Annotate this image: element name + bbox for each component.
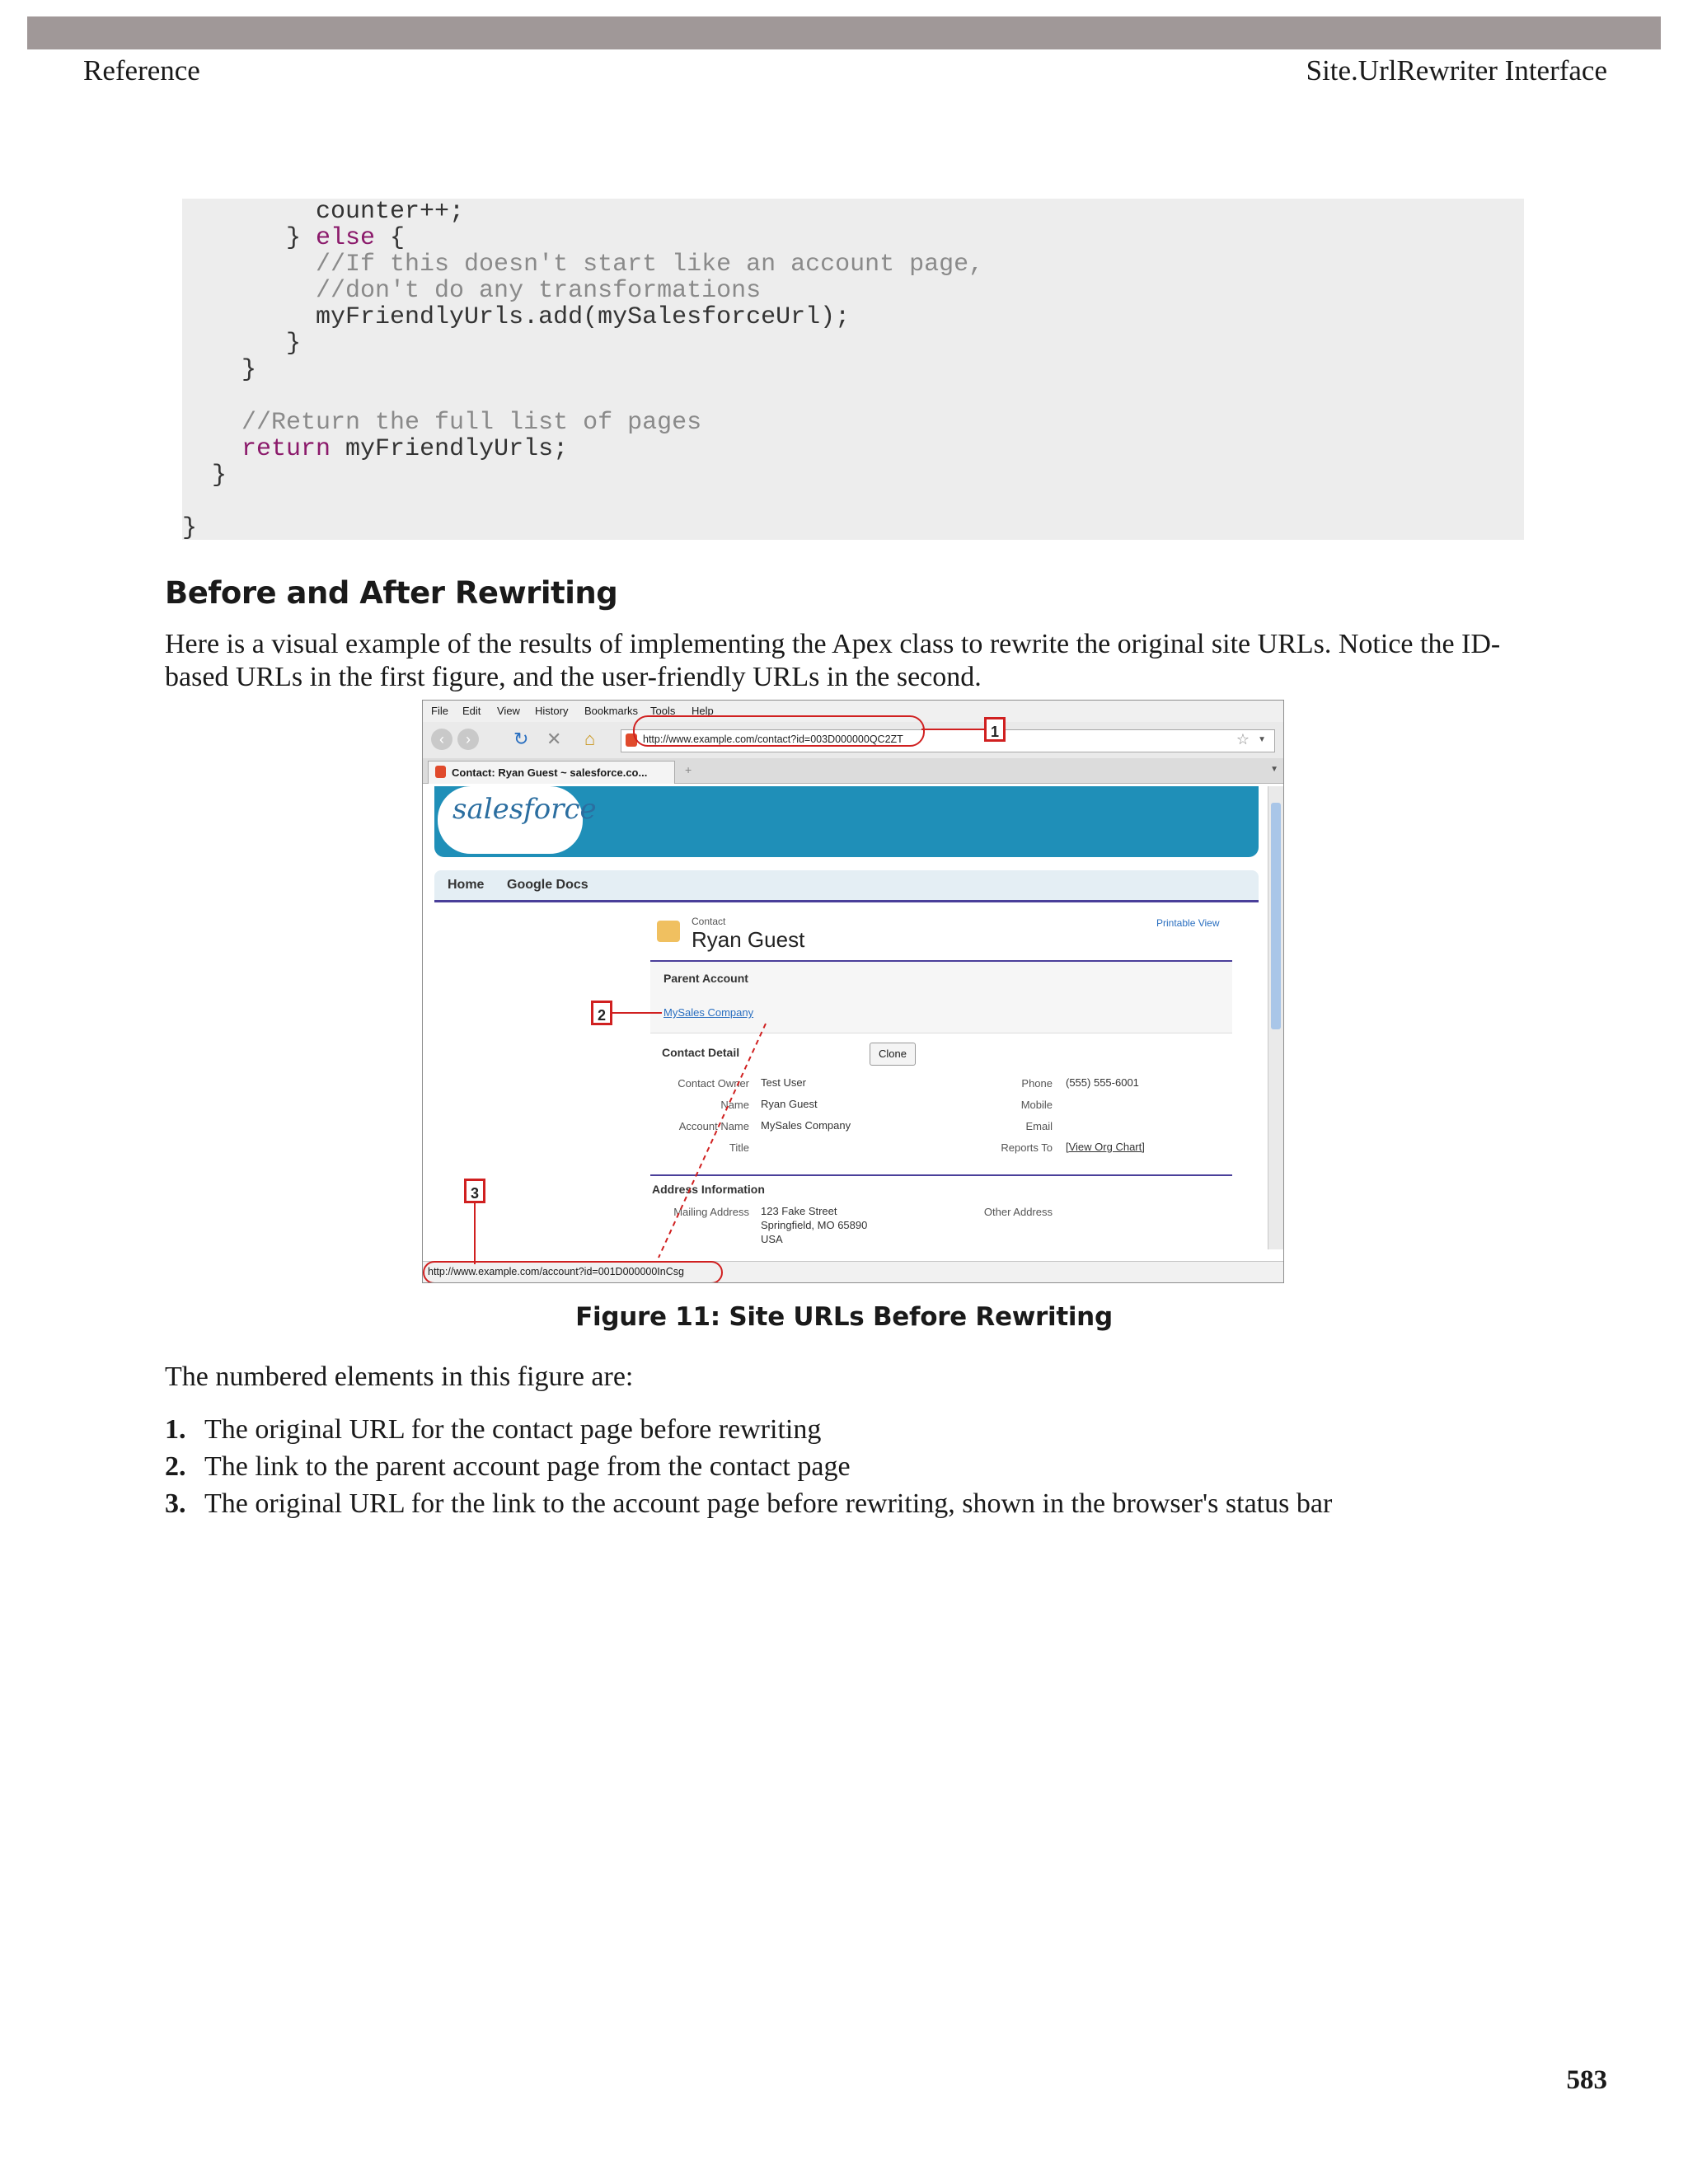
page-number: 583: [1566, 2065, 1607, 2095]
record-type-label: Contact: [692, 916, 726, 927]
header-bar: [27, 16, 1661, 49]
running-header-left: Reference: [83, 54, 200, 87]
code-comment: //don't do any transformations: [182, 277, 762, 305]
parent-account-link[interactable]: MySales Company: [663, 1006, 754, 1019]
list-text: The link to the parent account page from the contact page: [204, 1451, 851, 1482]
mailing-address-label: Mailing Address: [673, 1206, 749, 1218]
contact-detail-heading: Contact Detail: [662, 1046, 740, 1059]
mailing-line: Springfield, MO 65890: [761, 1219, 868, 1231]
field-label: Reports To: [1001, 1141, 1053, 1154]
menu-edit[interactable]: Edit: [462, 705, 481, 717]
tab-title: Contact: Ryan Guest ~ salesforce.co...: [452, 766, 648, 779]
field-label: Phone: [1021, 1077, 1053, 1090]
list-intro: The numbered elements in this figure are:: [165, 1361, 634, 1392]
code-line: }: [182, 462, 227, 490]
parent-account-heading: Parent Account: [663, 972, 748, 985]
figure-caption: Figure 11: Site URLs Before Rewriting: [575, 1302, 1113, 1332]
field-label: Email: [1025, 1120, 1053, 1132]
list-item: [165, 1488, 1332, 1520]
callout-badge-2: 2: [591, 1001, 612, 1025]
other-address-label: Other Address: [983, 1206, 1053, 1218]
code-line: } else {: [182, 224, 406, 252]
code-line: }: [182, 330, 302, 358]
menu-tools[interactable]: Tools: [650, 705, 676, 717]
field-value: MySales Company: [761, 1119, 851, 1132]
code-line: return myFriendlyUrls;: [241, 435, 569, 463]
tab-list-icon[interactable]: ▼: [1270, 765, 1278, 774]
menu-bookmarks[interactable]: Bookmarks: [584, 705, 639, 717]
code-line: counter++;: [182, 198, 465, 226]
bookmark-star-icon[interactable]: ☆: [1236, 731, 1250, 748]
mailing-line: 123 Fake Street: [761, 1205, 837, 1217]
home-icon[interactable]: ⌂: [584, 729, 596, 749]
list-number: 1.: [165, 1414, 186, 1445]
code-line: myFriendlyUrls.add(mySalesforceUrl);: [182, 303, 851, 331]
code-line: }: [182, 514, 198, 542]
field-value: Test User: [761, 1076, 806, 1089]
list-item: [165, 1451, 851, 1483]
address-heading: Address Information: [652, 1183, 765, 1196]
callout-badge-3: 3: [464, 1179, 485, 1203]
view-org-chart-link[interactable]: [View Org Chart]: [1066, 1141, 1145, 1153]
address-url[interactable]: http://www.example.com/contact?id=003D000000QC2ZT: [643, 733, 903, 745]
menu-help[interactable]: Help: [692, 705, 714, 717]
browser-screenshot: [422, 700, 1284, 1283]
stop-icon[interactable]: ✕: [546, 729, 562, 749]
code-comment: //Return the full list of pages: [182, 409, 702, 437]
running-header-right: Site.UrlRewriter Interface: [1306, 54, 1607, 87]
section-title: Before and After Rewriting: [165, 575, 618, 611]
list-number: 2.: [165, 1451, 186, 1482]
status-url: http://www.example.com/account?id=001D000000InCsg: [428, 1266, 684, 1277]
code-comment: //If this doesn't start like an account page,: [182, 251, 984, 279]
field-label: Mobile: [1020, 1099, 1053, 1111]
forward-icon[interactable]: ›: [457, 729, 479, 750]
field-label: Name: [720, 1099, 749, 1111]
list-text: The original URL for the contact page before rewriting: [204, 1414, 822, 1445]
menu-view[interactable]: View: [497, 705, 520, 717]
tab-home[interactable]: Home: [448, 878, 485, 892]
list-item: [165, 1414, 821, 1446]
list-number: 3.: [165, 1488, 186, 1519]
tab-google-docs[interactable]: Google Docs: [507, 878, 588, 892]
logo-text: salesforce: [452, 793, 597, 826]
dashed-connector: [423, 701, 1283, 1282]
field-label: Contact Owner: [678, 1077, 749, 1090]
code-line: }: [182, 356, 257, 384]
field-value: (555) 555-6001: [1066, 1076, 1139, 1089]
menu-file[interactable]: File: [431, 705, 448, 717]
reload-icon[interactable]: ↻: [513, 729, 529, 749]
printable-view-link[interactable]: Printable View: [1156, 917, 1220, 929]
field-label: Account Name: [678, 1120, 749, 1132]
field-value: Ryan Guest: [761, 1098, 818, 1110]
dropdown-icon[interactable]: ▼: [1258, 735, 1266, 744]
record-name: Ryan Guest: [692, 927, 805, 952]
mailing-line: USA: [761, 1233, 783, 1245]
list-text: The original URL for the link to the account page before rewriting, shown in the browser's status bar: [204, 1488, 1333, 1519]
clone-button[interactable]: Clone: [870, 1043, 916, 1066]
intro-paragraph: Here is a visual example of the results of implementing the Apex class to rewrite the original site URLs. Notice the ID-based URLs in the first figure, and the user-friendly URLs in the second.: [165, 629, 1501, 692]
new-tab-icon[interactable]: +: [685, 763, 692, 776]
field-label: Title: [729, 1141, 749, 1154]
callout-badge-1: 1: [984, 717, 1006, 742]
menu-history[interactable]: History: [535, 705, 569, 717]
back-icon[interactable]: ‹: [431, 729, 452, 750]
code-block: [182, 199, 1524, 540]
